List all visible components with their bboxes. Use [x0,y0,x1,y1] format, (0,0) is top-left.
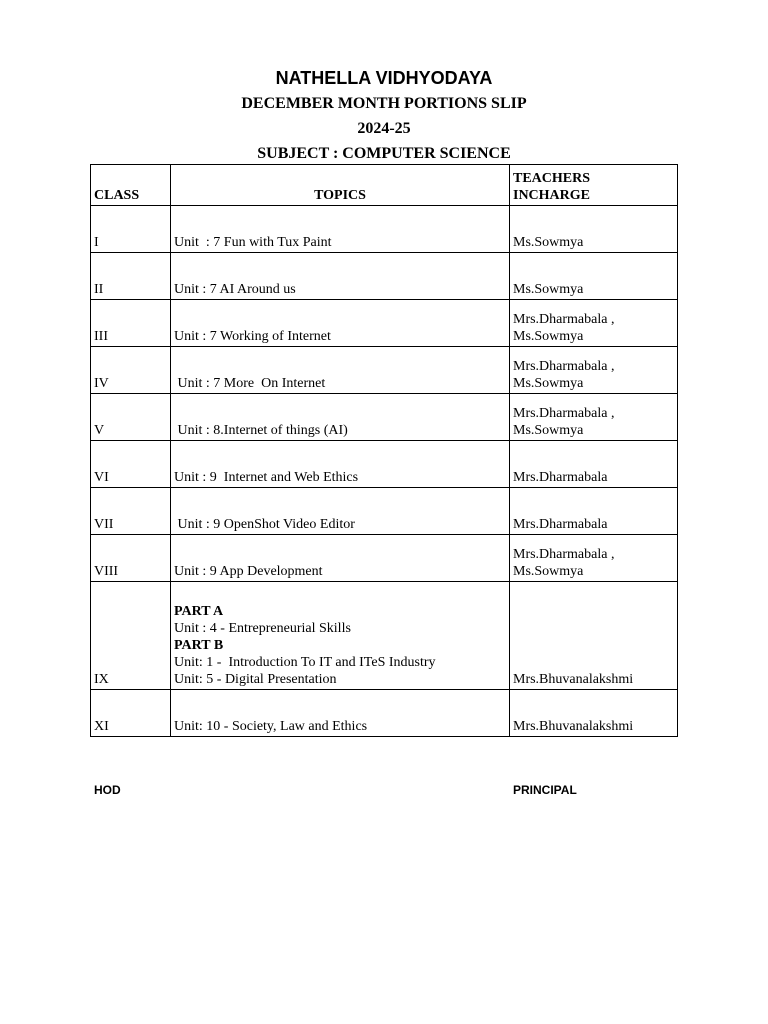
table-row [91,535,678,582]
document-title: DECEMBER MONTH PORTIONS SLIP [241,95,527,112]
portions-table [90,164,678,737]
table-header-row [91,165,678,206]
class-cell: IX [91,582,171,690]
teacher-name: Mrs.Dharmabala , [513,312,615,327]
teachers-cell [510,441,678,488]
academic-year: 2024-25 [357,120,411,137]
topics-cell [171,253,510,300]
class-cell: II [91,253,171,300]
principal-signature-label: PRINCIPAL [513,783,577,797]
topic-line: Unit: 5 - Digital Presentation [174,672,337,687]
topics-cell [171,300,510,347]
class-cell: I [91,206,171,253]
table-row [91,206,678,253]
topics-cell [171,394,510,441]
teachers-cell [510,253,678,300]
column-header-teachers [510,165,678,206]
class-cell: V [91,394,171,441]
teacher-name: Mrs.Dharmabala [513,517,608,532]
class-cell: IV [91,347,171,394]
hod-signature-label: HOD [94,783,121,797]
topic-line: Unit: 10 - Society, Law and Ethics [174,719,368,734]
class-cell: III [91,300,171,347]
teacher-name: Mrs.Bhuvanalakshmi [513,672,634,687]
topic-line: Unit: 1 - Introduction To IT and ITeS Industry [174,655,436,670]
teachers-header-line1: TEACHERS [513,171,591,186]
teacher-name: Ms.Sowmya [513,282,584,297]
topic-line: Unit : 7 Working of Internet [174,329,331,344]
column-header-class: CLASS [91,165,171,206]
teachers-cell [510,488,678,535]
class-cell: XI [91,690,171,737]
teacher-name: Mrs.Dharmabala [513,470,608,485]
subject-heading: SUBJECT : COMPUTER SCIENCE [257,145,511,162]
teacher-name: Mrs.Dharmabala , [513,406,615,421]
topic-line: PART A [174,604,224,619]
teachers-cell [510,206,678,253]
teacher-name: Ms.Sowmya [513,235,584,250]
teacher-name: Ms.Sowmya [513,564,584,579]
topics-cell [171,441,510,488]
topics-cell [171,582,510,690]
topics-cell [171,206,510,253]
teacher-name: Ms.Sowmya [513,329,584,344]
table-row [91,488,678,535]
teachers-cell [510,394,678,441]
class-cell: VII [91,488,171,535]
table-body [91,206,678,737]
topic-line: Unit : 9 Internet and Web Ethics [174,470,359,485]
table-row [91,394,678,441]
table-row [91,441,678,488]
class-cell: VI [91,441,171,488]
topics-cell [171,535,510,582]
table-row [91,690,678,737]
table-row [91,347,678,394]
topic-line: PART B [174,638,224,653]
teacher-name: Mrs.Dharmabala , [513,359,615,374]
table-row [91,582,678,690]
topics-cell [171,347,510,394]
teachers-cell [510,300,678,347]
topics-cell [171,690,510,737]
class-cell: VIII [91,535,171,582]
teachers-cell [510,690,678,737]
table-row [91,253,678,300]
column-header-topics: TOPICS [171,165,510,206]
teachers-cell [510,535,678,582]
topic-line: Unit : 7 AI Around us [174,282,296,297]
topics-cell [171,488,510,535]
topic-line: Unit : 7 Fun with Tux Paint [174,235,332,250]
topic-line: Unit : 8.Internet of things (AI) [174,423,348,438]
topic-line: Unit : 9 OpenShot Video Editor [174,517,355,532]
teachers-cell [510,347,678,394]
topic-line: Unit : 7 More On Internet [174,376,326,391]
teacher-name: Ms.Sowmya [513,376,584,391]
topic-line: Unit : 9 App Development [174,564,323,579]
table-row [91,300,678,347]
teacher-name: Mrs.Bhuvanalakshmi [513,719,634,734]
teachers-header-line2: INCHARGE [513,188,591,203]
school-name: NATHELLA VIDHYODAYA [275,68,493,88]
teacher-name: Mrs.Dharmabala , [513,547,615,562]
teacher-name: Ms.Sowmya [513,423,584,438]
topic-line: Unit : 4 - Entrepreneurial Skills [174,621,351,636]
teachers-cell [510,582,678,690]
